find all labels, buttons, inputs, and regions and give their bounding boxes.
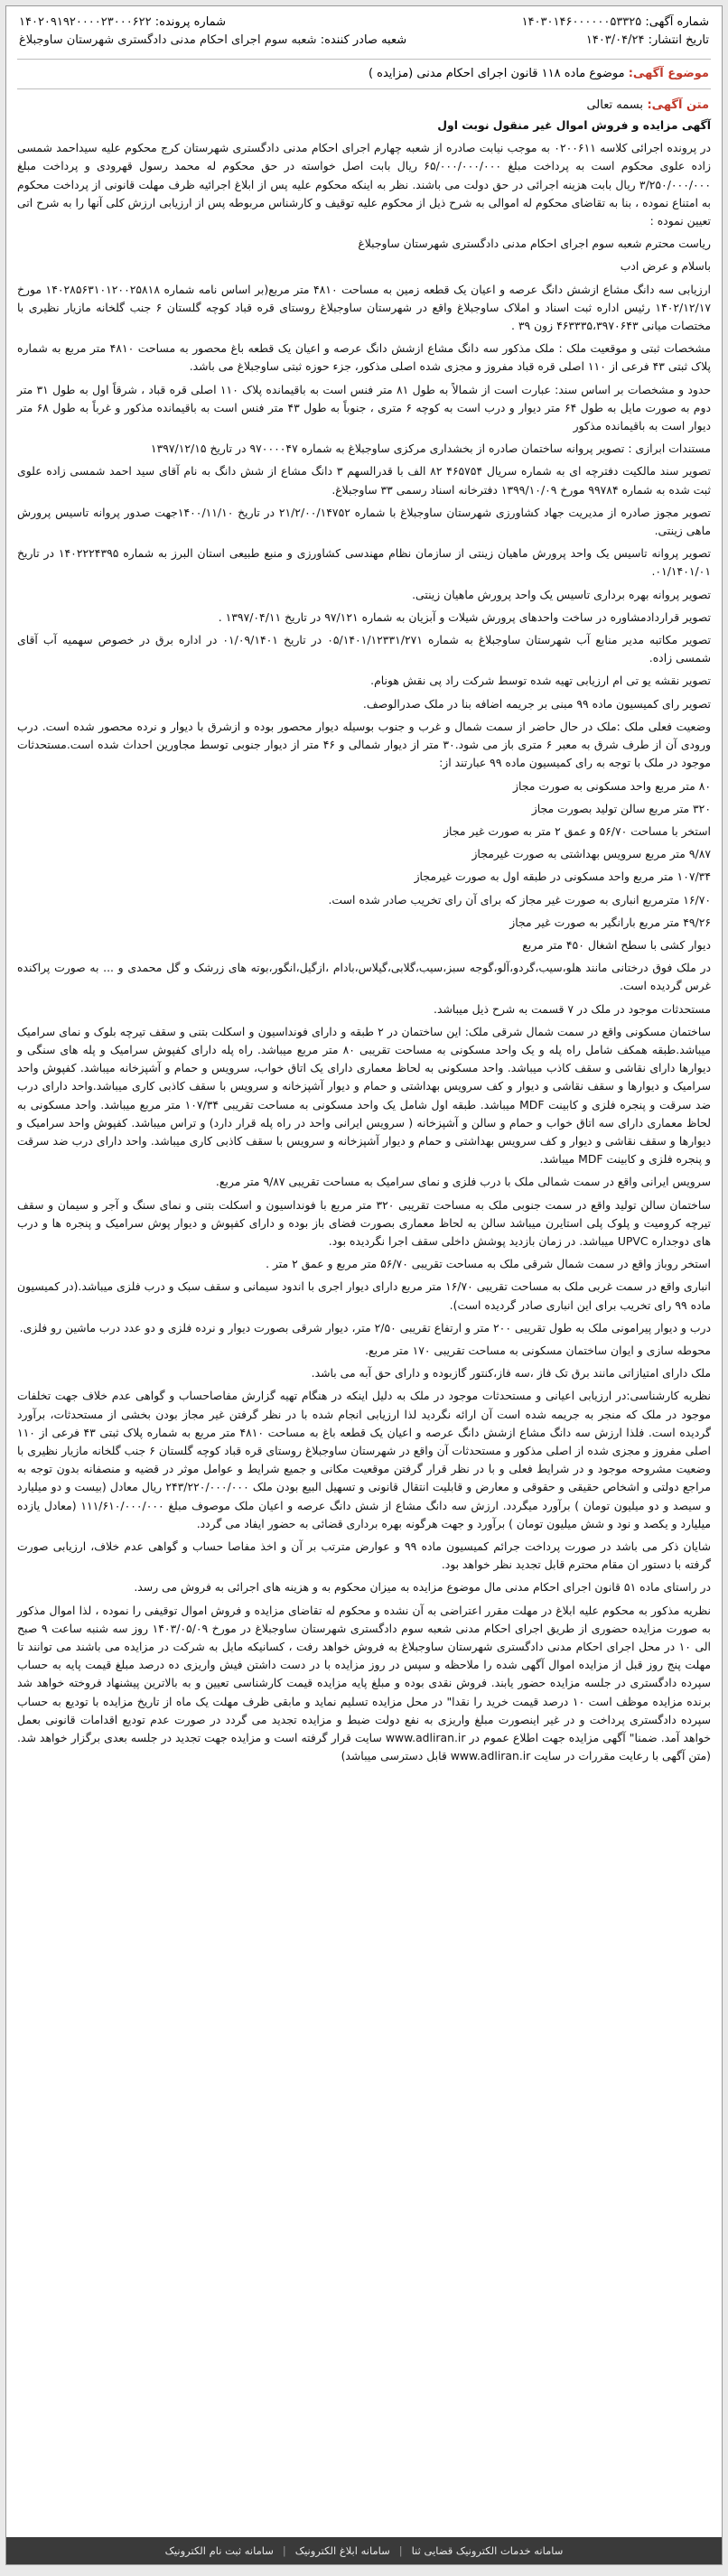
text-heading: بسمه تعالی xyxy=(586,98,643,112)
notice-paragraph: در راستای ماده ۵۱ قانون اجرای احکام مدنی مال موضوع مزایده به میزان محکوم به و هزینه های اجرائی به فروش می رسد. xyxy=(134,1580,711,1595)
notice-paragraph: تصویر قراردادمشاوره در ساخت واحدهای پرورش شیلات و آبزیان به شماره ۹۷/۱۲۱ در تاریخ ۱۳۹۷/۰۴/۱۱ . xyxy=(218,609,711,624)
footer-separator: | xyxy=(282,2544,286,2557)
notice-paragraph: تصویر مجوز صادره از مدیریت جهاد کشاورزی شهرستان ساوجبلاغ با شماره ۲۱/۲/۰۰/۱۴۷۵۲ در تاریخ ۱۴۰۰/۱۱/۱۰جهت صدور پروانه تاسیس پرورش ماهی زینتی. xyxy=(17,505,712,538)
notice-paragraph: ۱۰۷/۳۴ متر مربع واحد مسکونی در طبقه اول به صورت غیرمجاز xyxy=(414,870,711,884)
case-number-value: ۱۴۰۲۰۹۱۹۲۰۰۰۰۲۳۰۰۰۶۲۲ xyxy=(19,15,152,29)
notice-paragraph: ساختمان سالن تولید واقع در سمت جنوبی ملک به مساحت تقریبی ۳۲۰ متر مربع با فونداسیون و اسکلت بتنی و نمای سنگ و آجر و سیمان و سقف تیرچه کرومیت و پلوک پلی استایرن میباشد سالن به لحاظ معماری بصورت فضای باز بوده و دارای کفپوش و دیوار پوش سرامیک و پنجره ها و درب های دوجداره UPVC میباشد. در زمان بازدید پوشش داخلی سقف اجرا نگردیده بود. xyxy=(17,1197,711,1248)
header-row-1 xyxy=(19,14,709,32)
case-number-label: شماره پرونده: xyxy=(154,15,227,29)
subject-label: موضوع آگهی: xyxy=(628,67,709,80)
issuer-value: شعبه سوم اجرای احکام مدنی دادگستری شهرستان ساوجبلاغ xyxy=(19,33,317,47)
notice-paragraph: درب و دیوار پیرامونی ملک به طول تقریبی ۲۰۰ متر و ارتفاع تقریبی ۲/۵۰ متر، دیوار شرقی بصورت دیوار و نرده فلزی و دو عدد درب ماشین رو فلزی. xyxy=(19,1320,711,1334)
publish-date-label: تاریخ انتشار: xyxy=(648,33,709,47)
text-label: متن آگهی: xyxy=(647,98,709,112)
case-number xyxy=(19,14,226,32)
notice-paragraph: محوطه سازی و ایوان ساختمان مسکونی به مساحت تقریبی ۱۷۰ متر مربع. xyxy=(365,1343,711,1357)
subject-divider xyxy=(17,88,711,89)
ad-number-value: ۱۴۰۳۰۱۴۶۰۰۰۰۰۰۵۳۳۲۵ xyxy=(521,15,642,29)
notice-paragraph: ملک دارای امتیازاتی مانند برق تک فاز ،سه فاز،کنتور گازبوده و دارای حق آبه می باشد. xyxy=(311,1366,711,1381)
issuer-label: شعبه صادر کننده: xyxy=(320,33,407,47)
publish-date xyxy=(586,32,709,50)
notice-paragraph: مستندات ابرازی : تصویر پروانه ساختمان صادره از بخشداری مرکزی ساوجبلاغ به شماره ۹۷۰۰۰۰۴۷ در تاریخ ۱۳۹۷/۱۲/۱۵ xyxy=(150,442,711,456)
footer-link-register[interactable]: سامانه ثبت نام الکترونیک xyxy=(164,2544,274,2557)
header-row-2 xyxy=(19,32,709,50)
issuer xyxy=(19,32,406,50)
notice-paragraph: سرویس ایرانی واقع در سمت شمالی ملک با درب فلزی و نمای سرامیک به مساحت تقریبی ۹/۸۷ متر مربع. xyxy=(215,1175,711,1189)
footer-separator: | xyxy=(398,2544,403,2557)
notice-paragraph: تصویر نقشه یو تی ام ارزیابی تهیه شده توسط شرکت راد پی نقش هونام. xyxy=(370,674,711,688)
publish-date-value: ۱۴۰۳/۰۴/۲۴ xyxy=(585,33,645,47)
notice-paragraph: استخر روباز واقع در سمت شمال شرقی ملک به مساحت تقریبی ۵۶/۷۰ متر مربع و عمق ۲ متر . xyxy=(266,1257,711,1271)
notice-paragraph: مشخصات ثبتی و موقعیت ملک : ملک مذکور سه دانگ مشاع ازشش دانگ عرصه و اعیان یک قطعه باغ محصور به مساحت ۴۸۱۰ متر مربع به شماره پلاک ثبتی ۴۳ فرعی از ۱۱۰ اصلی قره قباد مفروز و مجزی شده اصلی مذکور، جزء حوزه ثبتی ساوجبلاغ می باشد. xyxy=(17,341,712,374)
notice-paragraph: ۱۶/۷۰ مترمربع انباری به صورت غیر مجاز که برای آن رای تخریب صادر شده است. xyxy=(328,892,711,907)
notice-paragraph: ۹/۸۷ متر مربع سرویس بهداشتی به صورت غیرمجاز xyxy=(471,847,711,861)
notice-paragraph: آگهی مزایده و فروش اموال غیر منقول نوبت اول xyxy=(437,118,711,132)
subject-value: موضوع ماده ۱۱۸ قانون اجرای احکام مدنی (مزایده ) xyxy=(368,67,625,80)
notice-paragraph: تصویر سند مالکیت دفترچه ای به شماره سریال ۴۶۵۷۵۴ ۸۲ الف با قدرالسهم ۳ دانگ مشاع از شش دانگ به نام آقای سید احمد شمسی زاده علوی ثبت شده به شماره ۹۹۷۸۴ مورخ ۱۳۹۹/۱۰/۰۹ دفترخانه اسناد رسمی ۳۳ ساوجبلاغ. xyxy=(17,464,711,497)
notice-paragraph: باسلام و عرض ادب xyxy=(620,259,711,274)
notice-text-label xyxy=(6,95,722,116)
notice-paragraph: تصویر پروانه تاسیس یک واحد پرورش ماهیان زینتی از سازمان نظام مهندسی کشاورزی و منبع طبیعی استان البرز به شماره ۱۴۰۲۲۲۴۳۹۵ در تاریخ ۰۱/۱۴۰۱/۰۱. xyxy=(17,546,711,579)
notice-paragraph: در ملک فوق درختانی مانند هلو،سیب،گردو،آلو،گوجه سبز،سیب،گلابی،گیلاس،بادام ،ازگیل،انگور،بوته های زرشک و گل محمدی و ... به صورت پراکنده غرس گردیده است. xyxy=(17,961,711,993)
notice-paragraph: حدود و مشخصات بر اساس سند: عبارت است از شمالاً به طول ۸۱ متر فنس است به باقیمانده پلاک ۱۱۰ اصلی قره قباد ، شرقاً اول به طول ۳۱ متر دوم به صورت مایل به طول ۶۴ متر دیوار و درب است به کوچه ۶ متری ، جنوباً به طول ۴۳ متر فنس است به باقیمانده مذکور و غرباً به طول ۶۸ متر دیوار است به باقیمانده مذکور xyxy=(17,382,712,433)
notice-paragraph: تصویر پروانه بهره برداری تاسیس یک واحد پرورش ماهیان زینتی. xyxy=(412,587,711,601)
notice-paragraph: نظریه مذکور به محکوم علیه ابلاغ در مهلت مقرر اعتراضی به آن نشده و محکوم له تقاضای مزایده و فروش اموال توقیفی را نموده ، لذا اموال مذکور به صورت مزایده حضوری از طریق اجرای احکام مدنی شعبه سوم دادگستری شهرستان ساوجبلاغ در مورخ ۱۴۰۳/۰۵/۰۹ روز سه شنبه ساعت ۹ صبح الی ۱۰ در محل اجرای احکام مدنی دادگستری شهرستان ساوجبلاغ به فروش خواهد رفت ، کسانیکه مایل به شرکت در مزایده می باشند می توانند تا مهلت پنج روز قبل از مزایده اموال آگهی شده را ملاحظه و سپس در روز مزایده با در دست داشتن فیش واریزی ده درصد مبلغ قیمت پایه به حساب سپرده دادگستری در جلسه مزایده حضور یابند. فروش نقدی بوده و مبلغ پایه مزایده قیمت کارشناسی تعیین و به بالاترین پیشنهاد فروخته خواهد شد برنده مزایده موظف است ۱۰ درصد قیمت خرید را نقدا" در محل مزایده تسلیم نماید و مابقی ظرف مهلت یک ماه از تاریخ مزایده با تودیع به حساب سپرده دادگستری پرداخت و در غیر اینصورت مبلغ واریزی به نفع دولت ضبط و مزایده تجدید می گردد در صورت عدم تودیع اقدامات قانونی بعمل خواهد آمد. ضمنا" آگهی مزایده جهت اطلاع عموم در www.adliran.ir سایت قرار گرفته است و مزایده جهت تجدید در جلسه بعدی برگزار خواهد شد. (متن آگهی با رعایت مقررات در سایت www.adliran.ir قابل دسترسی میباشد) xyxy=(17,1603,711,1763)
notice-paragraph: ریاست محترم شعبه سوم اجرای احکام مدنی دادگستری شهرستان ساوجبلاغ xyxy=(358,237,711,251)
notice-paragraph: وضعیت فعلی ملک :ملک در حال حاضر از سمت شمال و غرب و جنوب بوسیله دیوار محصور بوده و ازشرق با دیوار و نرده محصور شده است. درب ورودی آن از طرف شرق به معبر ۶ متری باز می شود.۳۰ متر از دیوار شمالی و ۴۶ متر از دیوار جنوبی توسط مجاورین احداث شده است.مستحدثات موجود در ملک با توجه به رای کمیسیون ماده ۹۹ عبارتند از: xyxy=(17,719,711,770)
notice-header xyxy=(6,6,722,53)
notice-paragraph: تصویر مکاتبه مدیر منابع آب شهرستان ساوجبلاغ به شماره ۰۵/۱۴۰۱/۱۲۳۳۱/۲۷۱ در تاریخ ۰۱/۰۹/۱۴۰۱ در اداره برق در خصوص سهمیه آب آقای شمسی زاده. xyxy=(17,633,711,665)
notice-paragraph: انباری واقع در سمت غربی ملک به مساحت تقریبی ۱۶/۷۰ متر مربع دارای دیوار اجری با اندود سیمانی و سقف سبک و درب فلزی میباشد.(در کمیسیون ماده ۹۹ رای تخریب برای این انباری صادر گردیده است). xyxy=(17,1279,711,1312)
footer-link-sana[interactable]: سامانه خدمات الکترونیک قضایی ثنا xyxy=(411,2544,564,2557)
ad-number-label: شماره آگهی: xyxy=(645,15,709,29)
notice-page xyxy=(5,5,723,2565)
notice-paragraph: تصویر رای کمیسیون ماده ۹۹ مبنی بر جریمه اضافه بنا در ملک صدرالوصف. xyxy=(362,696,711,711)
notice-paragraph: نظریه کارشناسی:در ارزیابی اعیانی و مستحدثات موجود در ملک به دلیل اینکه در هنگام تهیه گزارش مفاصاحساب و گواهی عدم خلاف جهت تخلفات موجود در ملک که منجر به جریمه شده است آن ارائه نگردید لذا ارزیابی انجام شده با در نظر گرفتن غیر مجاز بودن بخشی از مستحدثات، برآورد گردیده است. فلذا ارزش سه دانگ مشاع ازشش دانگ عرصه و اعیان یک قطعه باغ به مساحت ۴۸۱۰ متر مربع به شماره پلاک ثبتی ۴۳ فرعی از ۱۱۰ اصلی مفروز و مجزی شده از اصلی مذکور و مستحدثات آن واقع در شهرستان ساوجبلاغ روستای قره قباد کوچه گلستان ۶ جنب گلخانه مازیار نظیری با وضعیت مشروحه موجود و در شرایط فعلی و با در نظر قرار گرفتن موقعیت مکانی و جمیع شرایط و عوامل موثر در قضیه و منصفانه بدون توجه به مراجع دولتی و اشخاص حقیقی و حقوقی و معارض و قابلیت انتقال قانونی و تسهیل البیع بودن ملک ۲۴۳/۲۲۰/۰۰۰/۰۰۰ ریال معادل (بیست و دو میلیارد و سیصد و دو میلیون تومان ) برآورد میگردد. ارزش سه دانگ مشاع از شش دانگ عرصه و اعیان ملک موصوف مبلغ ۱۱۱/۶۱۰/۰۰۰/۰۰۰ (معادل یازده میلیارد و یکصد و نود و شش میلیون تومان ) برآورد و جهت هرگونه بهره برداری قضائی به حضور ایفاد می گردد. xyxy=(17,1389,712,1530)
notice-paragraph: ۳۲۰ متر مربع سالن تولید بصورت مجاز xyxy=(531,801,711,815)
notice-paragraph: ۴۹/۲۶ متر مربع بارانگیر به صورت غیر مجاز xyxy=(509,915,711,929)
notice-paragraph: ارزیابی سه دانگ مشاع ازشش دانگ عرصه و اعیان یک قطعه زمین به مساحت ۴۸۱۰ متر مربع(بر اساس نامه شماره ۱۴۰۲۸۵۶۳۱۰۱۲۰۰۲۵۸۱۸ مورخ ۱۴۰۲/۱۲/۱۷ رئیس اداره ثبت اسناد و املاک ساوجبلاغ واقع در شهرستان ساوجبلاغ روستای قره قباد کوچه گلستان ۶ جنب گلخانه مازیار نظیری با مختصات میانی ۴۶۳۳۳۵،۳۹۷۰۶۴۳ زون ۳۹ . xyxy=(17,282,712,333)
footer-bar xyxy=(6,2537,722,2564)
notice-body xyxy=(6,116,722,1765)
notice-subject xyxy=(6,65,722,83)
header-divider xyxy=(17,59,711,60)
notice-paragraph: شایان ذکر می باشد در صورت پرداخت جرائم کمیسیون ماده ۹۹ و عوارض مترتب بر آن و اخذ مفاصا حساب و گواهی عدم خلاف، ارزیابی صورت گرفته با دستور ان مقام محترم قابل تجدید نظر خواهد بود. xyxy=(17,1539,711,1572)
footer-link-eblagh[interactable]: سامانه ابلاغ الکترونیک xyxy=(294,2544,390,2557)
notice-paragraph: ۸۰ متر مربع واحد مسکونی به صورت مجاز xyxy=(513,778,711,793)
notice-paragraph: مستحدثات موجود در ملک در ۷ قسمت به شرح ذیل میباشد. xyxy=(434,1001,711,1016)
notice-paragraph: استخر با مساحت ۵۶/۷۰ و عمق ۲ متر به صورت غیر مجاز xyxy=(443,823,711,838)
notice-paragraph: ساختمان مسکونی واقع در سمت شمال شرقی ملک: این ساختمان در ۲ طبقه و دارای فونداسیون و اسکلت بتنی و سقف تیرچه بلوک و نمای سرامیک میباشد.طبقه همکف شامل راه پله و یک واحد مسکونی به مساحت تقریبی ۸۰ متر مربع میباشد. راه پله دارای کفپوش سرامیک و پله های سنگی و دیوارها دارای نقاشی و سقف کاذب میباشد. واحد مسکونی به لحاظ معماری دارای یک اتاق خواب، سرویس و حمام و آشپزخانه میباشد. کفپوش واحد سرامیک و دیوارها و سقف نقاشی و دیوار و کف سرویس بهداشتی و حمام و دیوار آشپزخانه و سرویس با سقف کاذبی کاری میباشد.واحد دارای درب ضد سرقت و پنجره فلزی و کابینت MDF میباشد. طبقه اول شامل یک واحد مسکونی به مساحت تقریبی ۱۰۷/۳۴ متر مربع میباشد. واحد مسکونی به لحاظ معماری دارای سه اتاق خواب و حمام و سالن و آشپزخانه ( سرویس ایرانی واحد در راه پله قرار دارد) و تراس میباشد. کفپوش واحد سرامیک و دیوارها و سقف نقاشی و دیوار و کف سرویس بهداشتی و حمام و دیوار آشپزخانه و سرویس با سقف کاذبی کاری میباشد. واحد دارای درب ضد سرقت و پنجره فلزی و کابینت MDF میباشد. xyxy=(17,1024,712,1167)
notice-paragraph: در پرونده اجرائی کلاسه ۰۲۰۰۶۱۱ به موجب نیابت صادره از شعبه چهارم اجرای احکام مدنی دادگستری شهرستان کرج محکوم علیه سیداحمد شمسی زاده علوی محکوم است به پرداخت مبلغ ۶۵/۰۰۰/۰۰۰/۰۰۰ ریال بابت اصل خواسته در حق محکوم له محمد رسول قهرودی و پرداخت مبلغ ۳/۲۵۰/۰۰۰/۰۰۰ ریال بابت هزینه اجرائی در حق دولت می باشند. نظر به اینکه محکوم علیه پس از ابلاغ اجرائیه ظرف مهلت قانونی از پرداخت محکوم به امتناع نموده ، بنا به تقاضای محکوم له اموالی به شرح ذیل از محکوم علیه توقیف و کارشناس مربوطه پس از ارزیابی ارزش کلی آنها را به شرح اتی تعیین نموده : xyxy=(17,141,711,228)
notice-paragraph: دیوار کشی با سطح اشغال ۴۵۰ متر مربع xyxy=(522,937,711,952)
ad-number xyxy=(522,14,709,32)
